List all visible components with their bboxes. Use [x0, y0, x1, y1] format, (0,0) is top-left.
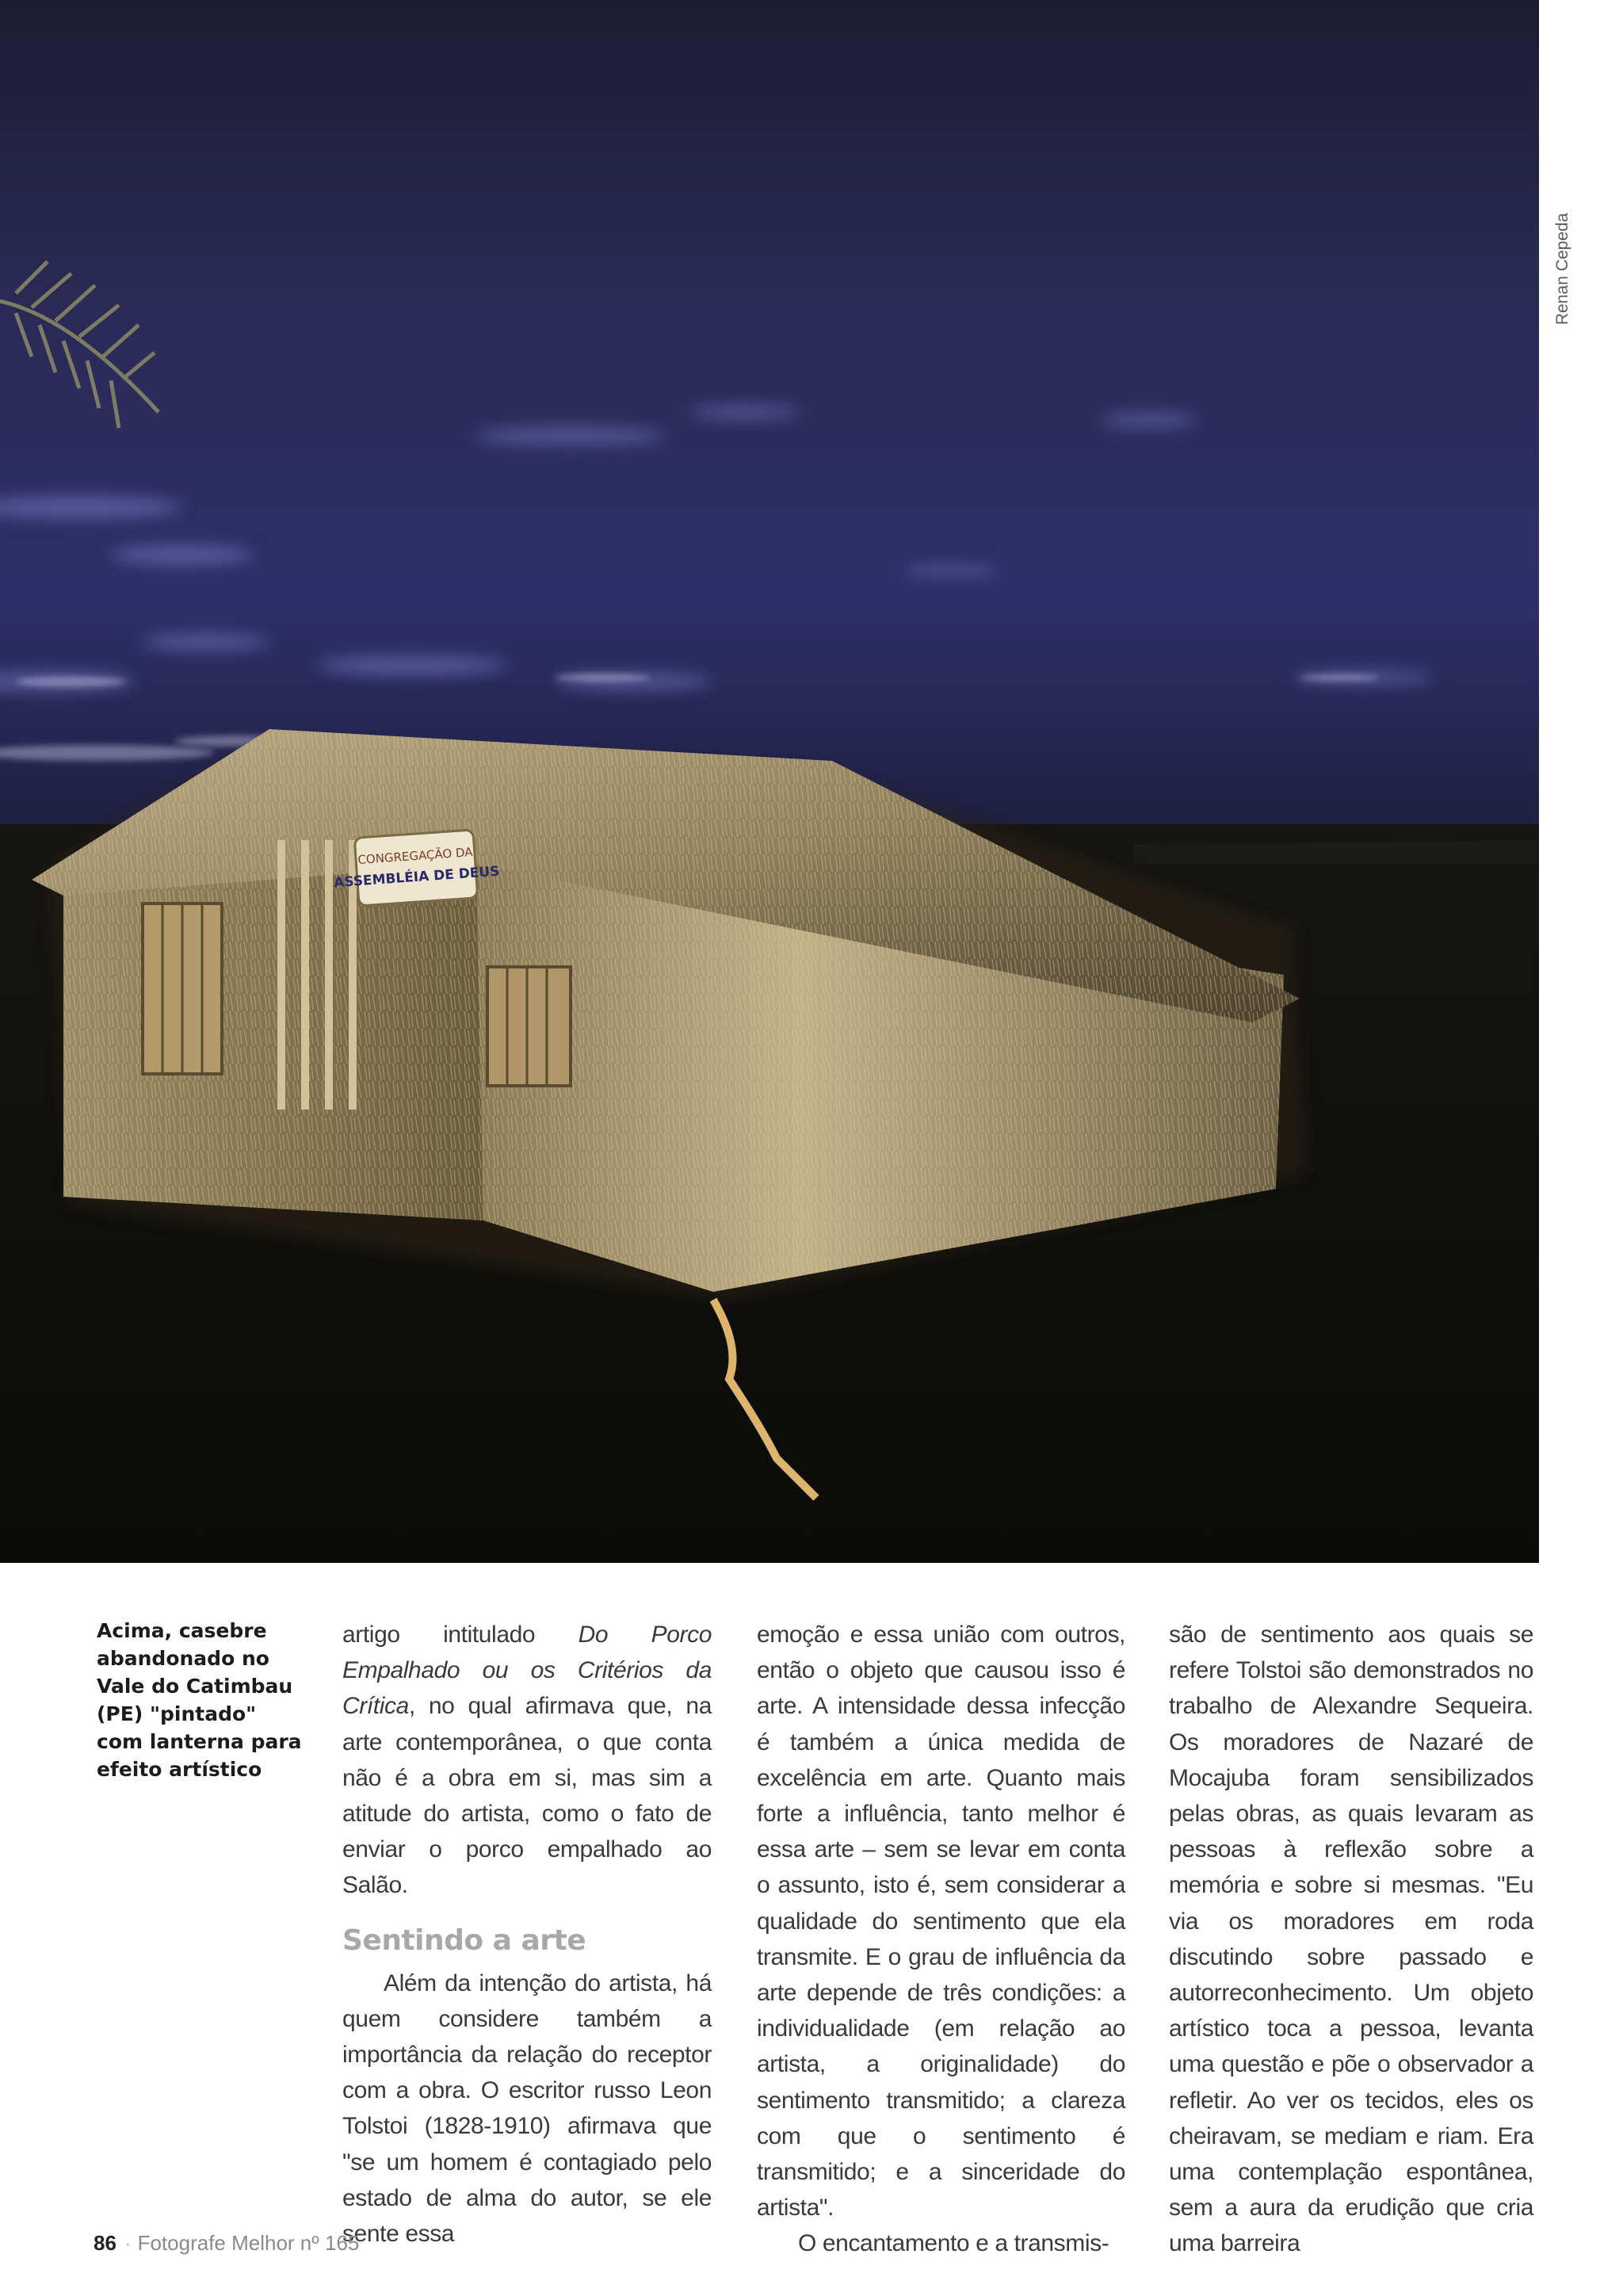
article-column-2: [757, 1617, 1125, 2262]
section-subhead: Sentindo a arte: [342, 1924, 586, 1957]
paragraph: O encantamento e a transmis-: [798, 2230, 1109, 2257]
paragraph: Além da intenção do artista, há quem considere também a importância da relação do receptor com a obra. O escritor russo Leon Tolstoi (1828-1910) afirmava que "se um homem é contagiado pelo estado de alma do autor, se ele sente essa: [342, 1969, 712, 2248]
text-span: artigo intitulado: [342, 1622, 579, 1648]
photo-credit: Renan Cepeda: [1553, 212, 1571, 325]
svg-text:CONGREGAÇÃO DA: CONGREGAÇÃO DA: [357, 844, 474, 868]
footer-separator: ·: [124, 2231, 132, 2255]
article-column-3: [1169, 1617, 1533, 2262]
magazine-issue: Fotografe Melhor nº 165: [137, 2231, 360, 2255]
svg-text:ASSEMBLÉIA DE DEUS: ASSEMBLÉIA DE DEUS: [333, 863, 501, 892]
page-footer: [94, 2231, 359, 2256]
paragraph: são de sentimento aos quais se refere Tolstoi são demonstrados no trabalho de Alexandre Sequeira. Os moradores de Nazaré de Mocajuba foram sensibilizados pelas obras, as quais levaram as pessoas à reflexão sobre a memória e sobre si mesmas. "Eu via os moradores em roda discutindo sobre passado e autorreconhecimento. Um objeto artístico toca a pessoa, levanta uma questão e põe o observador a refletir. Ao ver os tecidos, eles os cheiravam, se mediam e riam. Era uma contemplação espontânea, sem a aura da erudição que cria uma barreira: [1169, 1622, 1533, 2257]
article-column-1: [342, 1617, 712, 2252]
paragraph: emoção e essa união com outros, então o objeto que causou isso é arte. A intensidade dessa infecção é também a única medida de excelência em arte. Quanto mais forte a influência, tanto melhor é essa arte – sem se levar em conta o assunto, isto é, sem considerar a qualidade do sentimento que ela transmite. E o grau de influência da arte depende de três condições: a individualidade (em relação ao artista, a originalidade) do sentimento transmitido; a clareza com que o sentimento é transmitido; e a sinceridade do artista".: [757, 1622, 1125, 2222]
text-span: , no qual afirmava que, na arte contemporânea, o que conta não é a obra em si, mas sim a atitude do artista, como o fato de enviar o porco empalhado ao Salão.: [342, 1693, 712, 1899]
photo-caption: Acima, casebre abandonado no Vale do Catimbau (PE) "pintado" com lanterna para efeito artístico: [97, 1619, 302, 1781]
paragraph: [342, 1617, 712, 1904]
page-number: 86: [94, 2231, 116, 2255]
article-title-italic: Do Porco Empalhado ou os Critérios da Crítica: [342, 1622, 712, 1720]
